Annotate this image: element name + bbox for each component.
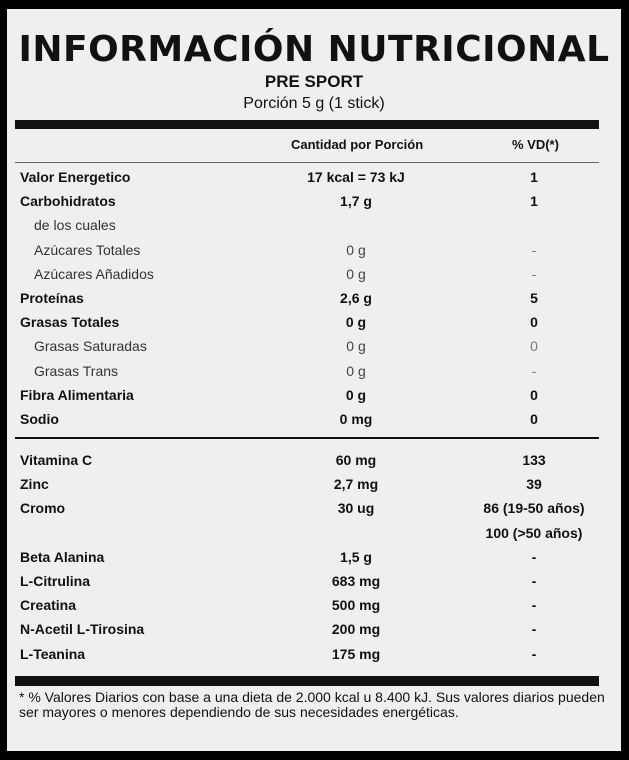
nutrient-amount: 17 kcal = 73 kJ bbox=[307, 169, 405, 185]
nutrient-name: N-Acetil L-Tirosina bbox=[20, 621, 145, 638]
nutrient-amount: 60 mg bbox=[335, 452, 377, 468]
table-row bbox=[7, 593, 621, 617]
table-row bbox=[7, 496, 621, 520]
nutrient-dv: - bbox=[531, 548, 537, 565]
nutrient-dv: 1 bbox=[530, 169, 538, 185]
nutrient-dv: 0 bbox=[530, 314, 538, 331]
nutrient-amount: 1,5 g bbox=[340, 548, 372, 565]
nutrient-name: Azúcares Totales bbox=[34, 241, 141, 258]
nutrient-name: L-Teanina bbox=[20, 645, 86, 662]
nutrient-dv: - bbox=[531, 241, 537, 258]
nutrient-amount: 0 g bbox=[346, 265, 366, 282]
table-row bbox=[7, 383, 621, 407]
nutrient-amount: 175 mg bbox=[331, 645, 381, 662]
nutrient-amount: 0 g bbox=[345, 386, 367, 403]
nutrient-name: Valor Energetico bbox=[20, 169, 131, 185]
nutrient-amount: 1,7 g bbox=[340, 193, 372, 210]
nutrient-amount: 0 mg bbox=[339, 411, 373, 427]
table-row bbox=[7, 310, 621, 334]
table-row bbox=[7, 165, 621, 189]
product-name: PRE SPORT bbox=[264, 72, 364, 91]
nutrient-dv: - bbox=[531, 573, 537, 589]
table-row bbox=[7, 238, 621, 262]
nutrient-dv: 0 bbox=[530, 338, 538, 355]
nutrient-amount: 0 g bbox=[346, 362, 366, 379]
nutrient-dv: 39 bbox=[526, 476, 542, 493]
header-divider bbox=[15, 162, 599, 163]
nutrient-dv: - bbox=[531, 362, 537, 379]
nutrient-dv: 100 (>50 años) bbox=[485, 524, 583, 541]
portion-size: Porción 5 g (1 stick) bbox=[243, 95, 385, 112]
nutrient-dv: 0 bbox=[530, 411, 538, 427]
nutrient-dv: 133 bbox=[522, 452, 546, 468]
nutrient-name: Cromo bbox=[20, 500, 66, 517]
table-row bbox=[7, 642, 621, 666]
table-row bbox=[7, 545, 621, 569]
nutrient-name: Grasas Saturadas bbox=[34, 338, 147, 355]
nutrient-dv: - bbox=[531, 645, 537, 662]
nutrient-name: Zinc bbox=[20, 476, 49, 493]
nutrient-name: L-Citrulina bbox=[20, 573, 90, 589]
nutrition-label bbox=[7, 9, 621, 751]
column-header-amount: Cantidad por Porción bbox=[291, 137, 424, 152]
table-row bbox=[7, 521, 621, 545]
nutrient-name: de los cuales bbox=[34, 217, 116, 234]
nutrient-amount: 2,6 g bbox=[340, 290, 372, 306]
nutrient-amount: 2,7 mg bbox=[333, 476, 379, 493]
nutrient-name: Vitamina C bbox=[20, 452, 93, 468]
nutrient-name: Azúcares Añadidos bbox=[34, 265, 154, 282]
nutrient-name: Fibra Alimentaria bbox=[20, 386, 134, 403]
nutrient-amount: 0 g bbox=[346, 338, 366, 355]
label-title: INFORMACIÓN NUTRICIONAL bbox=[18, 29, 610, 70]
table-row bbox=[7, 189, 621, 213]
table-row bbox=[7, 334, 621, 358]
nutrient-amount: 30 ug bbox=[337, 500, 375, 517]
table-row bbox=[7, 407, 621, 431]
nutrient-name: Creatina bbox=[20, 597, 77, 614]
nutrient-dv: 86 (19-50 años) bbox=[483, 500, 585, 517]
table-row bbox=[7, 569, 621, 593]
table-row bbox=[7, 472, 621, 496]
nutrient-amount: 683 mg bbox=[331, 573, 381, 589]
nutrient-name: Proteínas bbox=[20, 290, 84, 306]
nutrient-name: Grasas Trans bbox=[34, 362, 119, 379]
nutrient-name: Carbohidratos bbox=[20, 193, 116, 210]
nutrient-name: Beta Alanina bbox=[20, 548, 105, 565]
nutrient-name: Sodio bbox=[20, 411, 59, 427]
nutrient-dv: - bbox=[531, 597, 537, 614]
footnote: * % Valores Diarios con base a una dieta de 2.000 kcal u 8.400 kJ. Sus valores diarios pueden ser mayores o menores dependiendo de sus necesidades energéticas. bbox=[19, 689, 605, 720]
column-header-dv: % VD(*) bbox=[512, 137, 559, 152]
table-row bbox=[7, 617, 621, 641]
table-row bbox=[7, 213, 621, 237]
nutrient-amount: 0 g bbox=[346, 241, 366, 258]
nutrient-dv: 1 bbox=[530, 193, 538, 210]
nutrient-dv: - bbox=[531, 621, 537, 638]
nutrient-dv: 0 bbox=[530, 386, 538, 403]
nutrient-amount: 200 mg bbox=[331, 621, 381, 638]
table-row bbox=[7, 359, 621, 383]
table-row bbox=[7, 448, 621, 472]
table-row bbox=[7, 262, 621, 286]
top-divider bbox=[15, 120, 599, 129]
nutrient-amount: 0 g bbox=[345, 314, 367, 331]
nutrient-dv: - bbox=[531, 265, 537, 282]
nutrient-dv: 5 bbox=[530, 290, 538, 306]
nutrient-name: Grasas Totales bbox=[20, 314, 120, 331]
nutrient-amount: 500 mg bbox=[331, 597, 381, 614]
middle-divider bbox=[15, 437, 599, 439]
bottom-divider bbox=[15, 676, 599, 686]
table-row bbox=[7, 286, 621, 310]
